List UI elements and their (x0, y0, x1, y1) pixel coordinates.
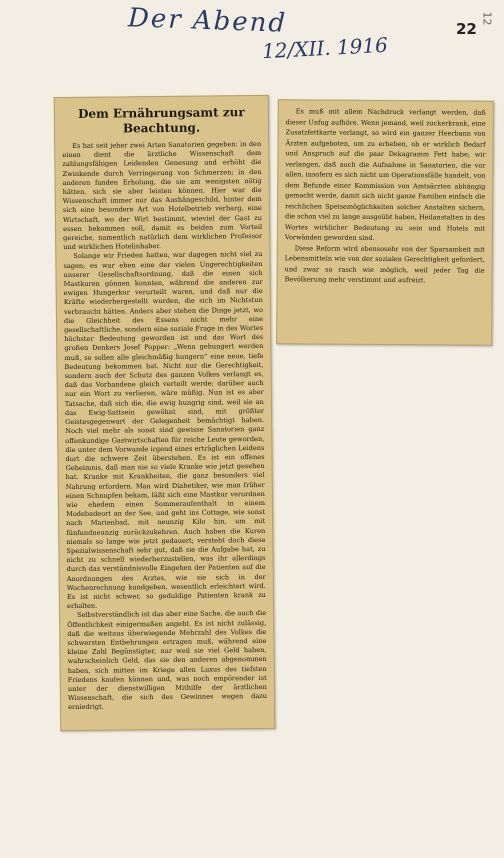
article-headline: Dem Ernährungsamt zur Beachtung. (77, 105, 245, 136)
handwritten-newspaper-title: Der Abend (127, 3, 288, 39)
article-paragraph: Solange wir Frieden hatten, war dagegen nicht viel zu sagen; es war eben eine der vielen Ungerechtigkeiten unserer Gesellschaftsordnung, daß die einen sich Mastkuren gönnen konnten, während die anderen zur ewigen Hungerkur verurteilt waren, und daß nur die Kräfte wiederhergestellt wurden, die sich im Nichtstun verbraucht hätten. Anders aber stehen die Dinge jetzt, wo die Gleichheit des Essens nicht mehr eine gesellschaftliche, sondern eine soziale Frage in des Wortes höchster Bedeutung geworden ist und das Wort des großen Denkers Josef Popper: „Wenn gehungert werden muß, so sollen alle gleichmäßig hungern“ eine neue, tiefe Bedeutung bekommen hat. Nicht nur die Gerechtigkeit, sondern auch der Schutz des ganzen Volkes verlangt es, daß das Vorhandene gleich verteilt werde; darüber auch nur ein Wort zu verlieren, wäre müßig. Nun ist es aber Tatsache, daß sich die, die ewig hungrig sind, weil sie an das Ewig-Sattsein gewöhnt sind, mit größter Geistesgegenwart der Gelegenheit bemächtigt haben. Noch viel mehr als sonst sind gewisse Sanatorien ganz offenkundige Gastwirtschaften für reiche Leute geworden, die unter dem Vorwande irgend eines erträglichen Leidens dort die schwere Zeit überstehen. Es ist ein offenes Geheimnis, daß man nie so viele Kranke wie jetzt gesehen hat. Kranke mit Krankheiten, die ganz besonders viel Nahrung erfordern. Man wird Diabetiker, wie man früher einen Schnupfen bekam, läßt sich eine Mastkur verordnen wie ehedem einen Sommeraufenthalt in einem Modebadeort an der See, und geht ins Cottage, wie sonst nach Marienbad, mit neunzig Kilo hin, um mit fünfundneunzig zurückzukehren. Auch haben die Kuren niemals so lange wie jetzt gedauert; versteht doch diese Spezialwissenschaft sehr gut, daß sie die Aufgabe hat, zu nicht zu schnell wiederherzustellen, was ihr allerdings durch das verständnisvolle Eingehen der Patienten auf die Anordnungen des Arztes, wie sie sich in der Wochenrechnung kundgeben, wesentlich erleichtert wird. Es ist nicht schwer, so geduldige Patienten krank zu erhalten. (63, 250, 266, 611)
page-number: 22 (456, 20, 477, 38)
newspaper-clipping-right (276, 99, 494, 346)
corner-pencil-note: 12 (480, 11, 494, 26)
article-paragraph: Selbstverständlich ist das aber eine Sache, die auch die Öffentlichkeit einigermaßen angeht. Es ist nicht zulässig, daß die weitaus überwiegende Mehrzahl des Volkes die schwersten Entbehrungen ertragen muß, während eine kleine Zahl Begünstigter, nur weil sie viel Geld haben, wahrscheinlich Geld, das sie den anderen abgenommen haben, sich mitten im Kriege allen Luxus des tiefsten Friedens kaufen können und, was noch empörender ist unter der dienstwilligen Mithilfe der ärztlichen Wissenschaft, die sich des Gewinnes wegen dazu erniedrigt. (67, 609, 268, 712)
article-paragraph: Es hat seit jeher zwei Arten Sanatorien gegeben: in den einen dient die ärztliche Wissenschaft dem zahlungsfähigen Leidenden Genesung und erhöht die Zwinkende durch Verringerung von Schmerzen; in den anderen fanden Erholung, die sie am wenigsten nötig hätten, sich sie aber leisten können. Hier war die Wissenschaft immer nur das Aushängeschild, hinter dem sich eine besondere Art von Hotelbetrieb verbarg, eine Wirtschaft, wo der Wirt bestimmt, wieviel der Gast zu essen bekommen soll, damit es beiden zum Vorteil gereiche, namentlich natürlich dem wirklichen Professor und wirklichen Hotelinhaber. (62, 139, 263, 252)
article-paragraph: Diese Reform wird ebensosehr von der Sparsamkeit mit Lebensmitteln wie von der sozialen Gerechtigkeit gefordert, und zwar so rasch wie möglich, weil jeder Tag die Bevölkerung mehr verstimmt und aufreizt. (284, 243, 485, 285)
handwritten-date: 12/XII. 1916 (261, 32, 389, 64)
newspaper-clipping-left (54, 95, 276, 731)
article-paragraph: Es muß mit allem Nachdruck verlangt werden, daß dieser Unfug aufhöre. Wenn jemand, weil zuckerkrank, eine Zusatzfettkarte verlangt, so wird ein ganzer Heerbann von Ärzten aufgeboten, um zu erheben, ob er wirklich Bedarf und Anspruch auf die paar Dekagramm Fett habe; wir verlangen, daß auch die Aufnahme in Sanatorien, die vor allen, insofern es sich nicht um Operationsfälle handelt, von dem Befunde einer Kommission von Amtsärzten abhängig gemacht werde, damit sich nicht ganze Familien einfach die reichlichen Speisemöglichkeiten solcher Anstalten sichern, die schon viel zu lange ausgeübt haben, Heilanstalten in des Wortes wirklicher Bedeutung zu sein und Hotels mit Vorwänden geworden sind. (284, 107, 486, 242)
